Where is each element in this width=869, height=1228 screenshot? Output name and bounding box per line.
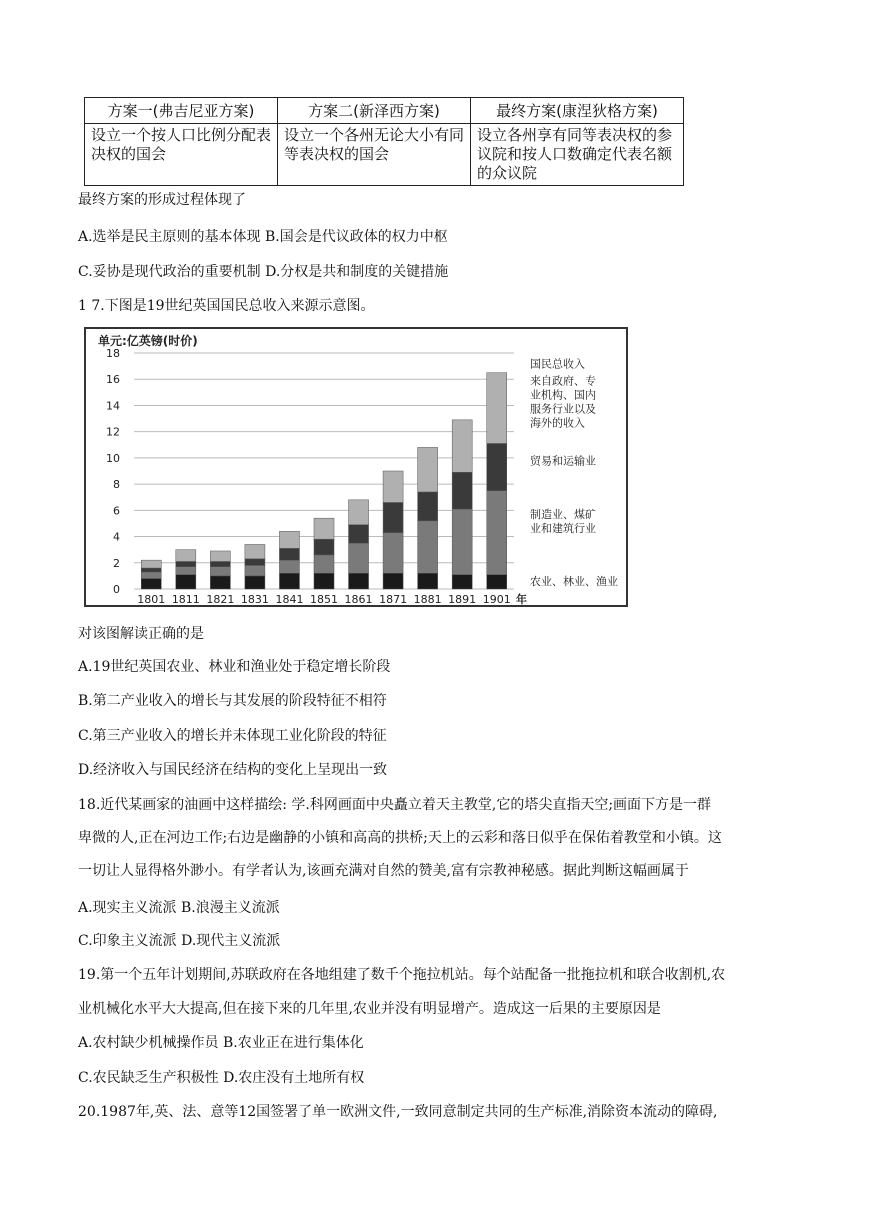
bar-segment	[314, 555, 334, 573]
q20-text: 20.1987年,英、法、意等12国签署了单一欧洲文件,一致同意制定共同的生产标准,消除资本流动的障碍,	[78, 1104, 718, 1120]
bar-segment	[210, 576, 230, 589]
legend-series-label: 贸易和运输业	[530, 454, 596, 468]
y-tick-label: 8	[113, 478, 120, 492]
q19-text: 19.第一个五年计划期间,苏联政府在各地组建了数千个拖拉机站。每个站配备一批拖拉机和联合收割机,农	[78, 967, 726, 983]
bar-segment	[245, 559, 265, 566]
legend-series-label: 制造业、煤矿	[530, 508, 596, 522]
bar-segment	[383, 471, 403, 502]
bar-segment	[418, 447, 438, 492]
bar-segment	[176, 567, 196, 575]
q17-option-c: C.第三产业收入的增长并未体现工业化阶段的特征	[78, 728, 387, 744]
q17-option-b: B.第二产业收入的增长与其发展的阶段特征不相符	[78, 693, 387, 709]
bar-segment	[487, 373, 507, 444]
bar-segment	[279, 531, 299, 548]
q19-options: C.农民缺乏生产积极性 D.农庄没有土地所有权	[78, 1070, 365, 1086]
income-chart-svg	[84, 327, 628, 607]
q18-options: A.现实主义流派 B.浪漫主义流派	[78, 900, 280, 916]
bar-segment	[418, 521, 438, 573]
bar-segment	[141, 568, 161, 572]
q16-options: C.妥协是现代政治的重要机制 D.分权是共和制度的关键措施	[78, 264, 449, 280]
q17-stem: 1 7.下图是19世纪英国国民总收入来源示意图。	[78, 298, 375, 314]
plans-table-header: 方案二(新泽西方案)	[278, 98, 471, 124]
bar-segment	[279, 548, 299, 560]
bar-segment	[279, 560, 299, 573]
bar-segment	[176, 561, 196, 566]
y-tick-label: 6	[113, 504, 120, 518]
legend-total-label: 国民总收入	[530, 357, 585, 371]
y-tick-label: 14	[106, 399, 120, 413]
q16-stem: 最终方案的形成过程体现了	[78, 192, 246, 208]
x-tick-label: 1891	[448, 593, 477, 606]
bar-segment	[141, 579, 161, 589]
plans-table-header: 最终方案(康涅狄格方案)	[471, 98, 684, 124]
bar-segment	[418, 573, 438, 589]
bar-segment	[349, 525, 369, 543]
x-tick-label: 1821	[206, 593, 235, 606]
q18-text: 一切让人显得格外渺小。有学者认为,该画充满对自然的赞美,富有宗教神秘感。据此判断这幅画属于	[78, 863, 689, 879]
bar-segment	[210, 551, 230, 561]
x-tick-label: 1831	[240, 593, 269, 606]
bar-segment	[383, 533, 403, 574]
bar-segment	[176, 575, 196, 589]
y-tick-label: 0	[113, 583, 120, 596]
bar-segment	[487, 443, 507, 490]
bar-segment	[487, 575, 507, 589]
x-tick-label: 1811	[171, 593, 200, 606]
x-tick-label: 1851	[310, 593, 338, 606]
bar-segment	[452, 509, 472, 575]
x-unit-label: 年	[516, 593, 527, 606]
x-tick-label: 1861	[344, 593, 373, 606]
bar-segment	[245, 565, 265, 575]
x-tick-label: 1801	[137, 593, 166, 606]
y-tick-label: 2	[113, 556, 120, 570]
legend-series-label: 服务行业以及	[530, 402, 596, 416]
bar-segment	[487, 491, 507, 575]
legend-series-label: 来自政府、专	[530, 374, 596, 388]
plans-table-row	[85, 124, 684, 186]
x-tick-label: 1841	[275, 593, 304, 606]
q19-options: A.农村缺少机械操作员 B.农业正在进行集体化	[78, 1035, 364, 1051]
bar-segment	[210, 561, 230, 566]
plans-table-header: 方案一(弗吉尼亚方案)	[85, 98, 278, 124]
q18-options: C.印象主义流派 D.现代主义流派	[78, 933, 281, 949]
bar-segment	[383, 573, 403, 589]
bar-segment	[210, 567, 230, 576]
bar-segment	[176, 550, 196, 562]
bar-segment	[349, 500, 369, 525]
q18-text: 18.近代某画家的油画中这样描绘: 学.科网画面中央矗立着天主教堂,它的塔尖直指天空;画面下方是一群	[78, 797, 712, 813]
x-tick-label: 1901	[482, 593, 511, 606]
y-tick-label: 12	[106, 425, 120, 439]
plans-table-header-row	[85, 98, 684, 124]
bar-segment	[383, 502, 403, 532]
y-tick-label: 18	[106, 347, 120, 360]
chart-unit-label: 单元:亿英镑(时价)	[98, 334, 198, 348]
bar-segment	[245, 576, 265, 589]
q16-options: A.选举是民主原则的基本体现 B.国会是代议政体的权力中枢	[78, 229, 448, 245]
plans-table	[84, 97, 684, 186]
bar-segment	[245, 544, 265, 558]
bar-segment	[314, 573, 334, 589]
x-tick-label: 1871	[379, 593, 408, 606]
bar-segment	[452, 420, 472, 472]
bar-segment	[279, 573, 299, 589]
y-tick-label: 16	[106, 373, 120, 387]
q17-question: 对该图解读正确的是	[78, 626, 204, 642]
plans-table-cell: 设立各州享有同等表决权的参议院和按人口数确定代表名额的众议院	[471, 124, 684, 186]
legend-series-label: 业和建筑行业	[530, 522, 596, 536]
bar-segment	[314, 539, 334, 555]
q18-text: 卑微的人,正在河边工作;右边是幽静的小镇和高高的拱桥;天上的云彩和落日似乎在保佑着教堂和小镇。这	[78, 830, 722, 846]
bar-segment	[452, 575, 472, 589]
bar-segment	[349, 543, 369, 573]
bar-segment	[141, 572, 161, 579]
plans-table-cell: 设立一个各州无论大小有同等表决权的国会	[278, 124, 471, 186]
bar-segment	[349, 573, 369, 589]
legend-series-label: 业机构、国内	[530, 388, 596, 402]
plans-table-cell: 设立一个按人口比例分配表决权的国会	[85, 124, 278, 186]
q17-option-a: A.19世纪英国农业、林业和渔业处于稳定增长阶段	[78, 659, 391, 675]
legend-series-label: 海外的收入	[530, 416, 585, 430]
x-tick-label: 1881	[413, 593, 442, 606]
q17-option-d: D.经济收入与国民经济在结构的变化上呈现出一致	[78, 762, 388, 778]
q19-text: 业机械化水平大大提高,但在接下来的几年里,农业并没有明显增产。造成这一后果的主要原因是	[78, 1001, 661, 1017]
bar-segment	[418, 492, 438, 521]
bar-segment	[141, 560, 161, 568]
legend-series-label: 农业、林业、渔业	[530, 575, 618, 589]
income-chart	[84, 327, 628, 607]
bar-segment	[452, 472, 472, 509]
y-tick-label: 10	[106, 451, 120, 465]
y-tick-label: 4	[113, 530, 120, 544]
bar-segment	[314, 518, 334, 539]
